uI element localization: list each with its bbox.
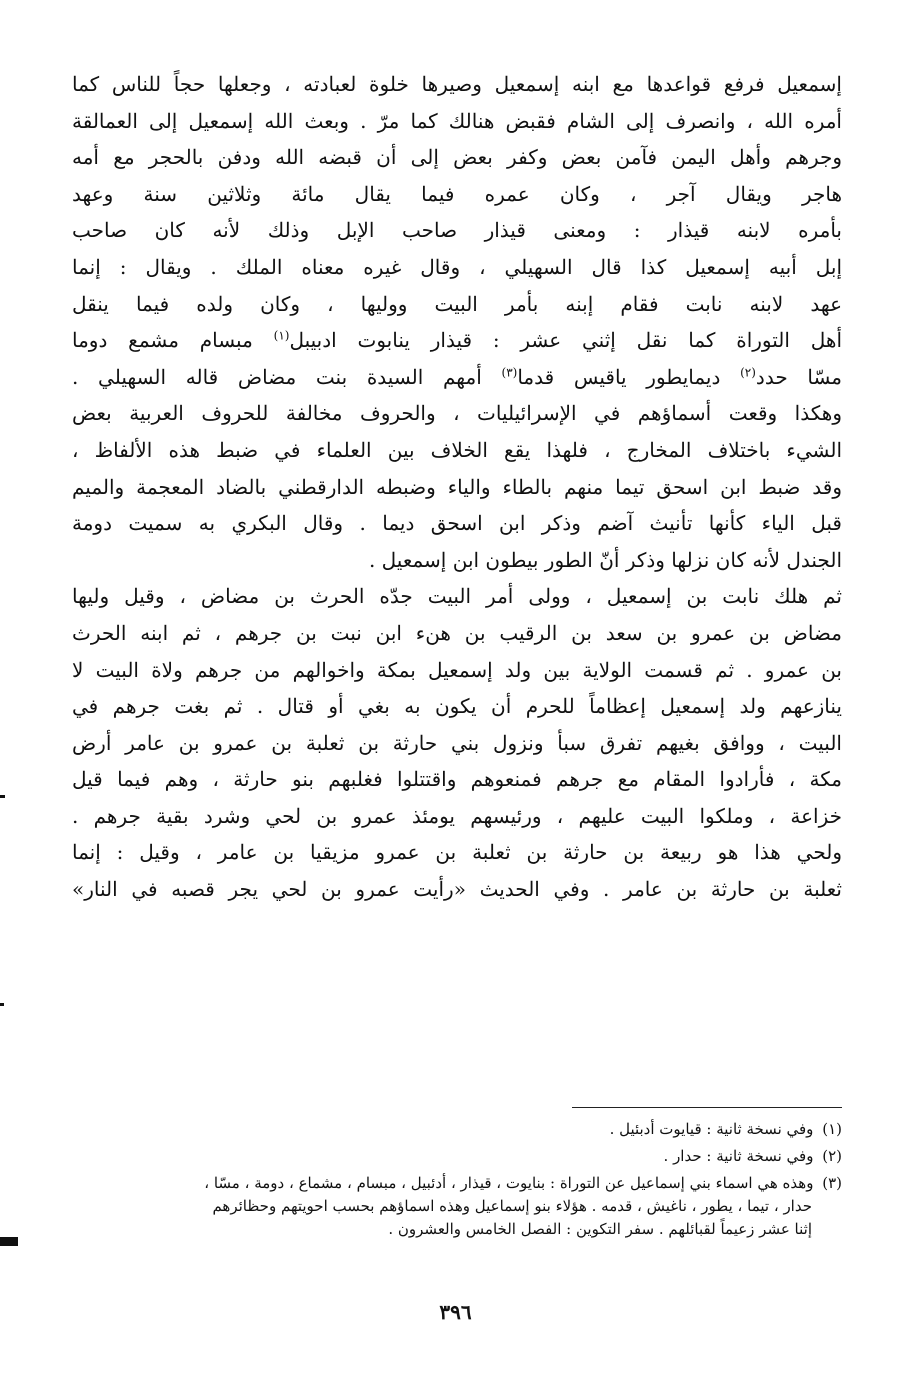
text-line: ينازعهم ولد إسمعيل إعظاماً للحرم أن يكون به بغي أو قتال . ثم بغت جرهم في <box>72 694 842 719</box>
text-line: بأمره لابنه قيذار : ومعنى قيذار صاحب الإبل وذلك لأنه كان صاحب <box>72 218 842 243</box>
text-line-part: مسّا حدد <box>755 364 842 389</box>
text-line: الجندل لأنه كان نزلها وذكر أنّ الطور بيطون ابن إسمعيل . <box>368 547 842 572</box>
footnote-number: (٢) <box>822 1147 842 1165</box>
text-line: ولحي هذا هو ربيعة بن حارثة بن ثعلبة بن عمرو مزيقيا بن عامر ، وقيل : إنما <box>72 840 842 865</box>
scan-edge-mark <box>0 1003 4 1006</box>
page-number: ٣٩٦ <box>439 1300 472 1324</box>
footnote-continuation: إثنا عشر زعيماً لقبائلهم . سفر التكوين : الفصل الخامس والعشرون . <box>388 1220 812 1238</box>
text-line: قبل الياء كأنها تأنيث آضم وذكر ابن اسحق ديما . وقال البكري به سميت دومة <box>72 511 842 536</box>
text-line: وهكذا وقعت أسماؤهم في الإسرائيليات ، والحروف مخالفة للحروف العربية بعض <box>72 401 842 426</box>
text-line: البيت ، ووافق بغيهم تفرق سبأ ونزول بني حارثة بن ثعلبة بن عمرو بن عامر أرض <box>72 730 842 755</box>
footnotes <box>80 1118 842 1245</box>
text-line-part: أمهم السيدة بنت مضاض قاله السهيلي . <box>72 364 482 389</box>
text-line-part: مبسام مشمع دوما <box>72 328 253 353</box>
text-line: وجرهم وأهل اليمن فآمن بعض وكفر بعض إلى أن قبضه الله ودفن بالحجر مع أمه <box>72 145 842 170</box>
text-line: أمره الله ، وانصرف إلى الشام فقبض هنالك كما مرّ . وبعث الله إسمعيل إلى العمالقة <box>72 108 842 133</box>
footnote-ref-2[interactable]: (٢) <box>740 365 756 380</box>
footnote-text: وفي نسخة ثانية : قيايوت أدبئيل . <box>609 1120 814 1138</box>
main-text-block <box>72 66 842 908</box>
text-line: مضاض بن عمرو بن سعد بن الرقيب بن هنء ابن نبت بن جرهم ، ثم ابنه الحرث <box>72 620 842 645</box>
text-line: إسمعيل فرفع قواعدها مع ابنه إسمعيل وصيرها خلوة لعبادته ، وجعلها حجاً للناس كما <box>72 72 842 96</box>
footnote-text: وفي نسخة ثانية : حدار . <box>663 1147 814 1165</box>
scan-edge-mark <box>0 1237 18 1246</box>
text-line-with-footnotes-2-3 <box>72 359 842 396</box>
footnote-number: (٣) <box>822 1174 842 1192</box>
footnote-divider <box>572 1107 842 1108</box>
footnote-2 <box>80 1145 842 1168</box>
footnote-ref-1[interactable]: (١) <box>273 328 290 343</box>
text-line: بن عمرو . ثم قسمت الولاية بين ولد إسمعيل بمكة واخوالهم من جرهم ولاة البيت لا <box>72 657 842 682</box>
footnote-3 <box>80 1172 842 1241</box>
footnote-continuation: حدار ، تيما ، يطور ، ناغيش ، قدمه . هؤلاء بنو إسماعيل وهذه اسماؤهم بحسب احويتهم وحظائرهم <box>212 1197 812 1215</box>
text-line: مكة ، فأرادوا المقام مع جرهم فمنعوهم واقتتلوا فغلبهم بنو حارثة ، وهم فيما قيل <box>72 767 842 792</box>
footnote-1 <box>80 1118 842 1141</box>
text-line: الشيء باختلاف المخارج ، فلهذا يقع الخلاف بين العلماء في ضبط هذه الألفاظ ، <box>72 437 842 462</box>
text-line-part: أهل التوراة كما نقل إثني عشر : قيذار ينابوت ادبيبل <box>289 328 842 353</box>
text-line: ثعلبة بن حارثة بن عامر . وفي الحديث «رأيت عمرو بن لحي يجر قصبه في النار» <box>72 877 842 902</box>
text-line: عهد لابنه نابت فقام إبنه بأمر البيت ووليها ، وكان ولده فيما ينقل <box>72 291 842 316</box>
text-line-with-footnote-1 <box>72 322 842 359</box>
text-line: إبل أبيه إسمعيل كذا قال السهيلي ، وقال غيره معناه الملك . ويقال : إنما <box>72 254 842 279</box>
footnote-text: وهذه هي اسماء بني إسماعيل عن التوراة : بنايوت ، قيذار ، أدئبيل ، مبسام ، مشماع ، دومة ، مسّا ، <box>204 1174 814 1192</box>
scan-edge-mark <box>0 795 5 798</box>
footnote-ref-3[interactable]: (٣) <box>501 365 518 380</box>
text-line: وقد ضبط ابن اسحق تيما منهم بالطاء والياء وضبطه الدارقطني بالضاد المعجمة والميم <box>72 474 842 499</box>
text-line: ثم هلك نابت بن إسمعيل ، وولى أمر البيت جدّه الحرث بن مضاض ، وقيل وليها <box>72 584 842 609</box>
text-line: خزاعة ، وملكوا البيت عليهم ، ورئيسهم يومئذ عمرو بن لحي وشرد بقية جرهم . <box>72 803 842 828</box>
text-line-part: ديمايطور ياقيس قدما <box>517 364 721 389</box>
text-line: هاجر ويقال آجر ، وكان عمره فيما يقال مائة وثلاثين سنة وعهد <box>72 181 842 206</box>
footnote-number: (١) <box>822 1120 842 1138</box>
